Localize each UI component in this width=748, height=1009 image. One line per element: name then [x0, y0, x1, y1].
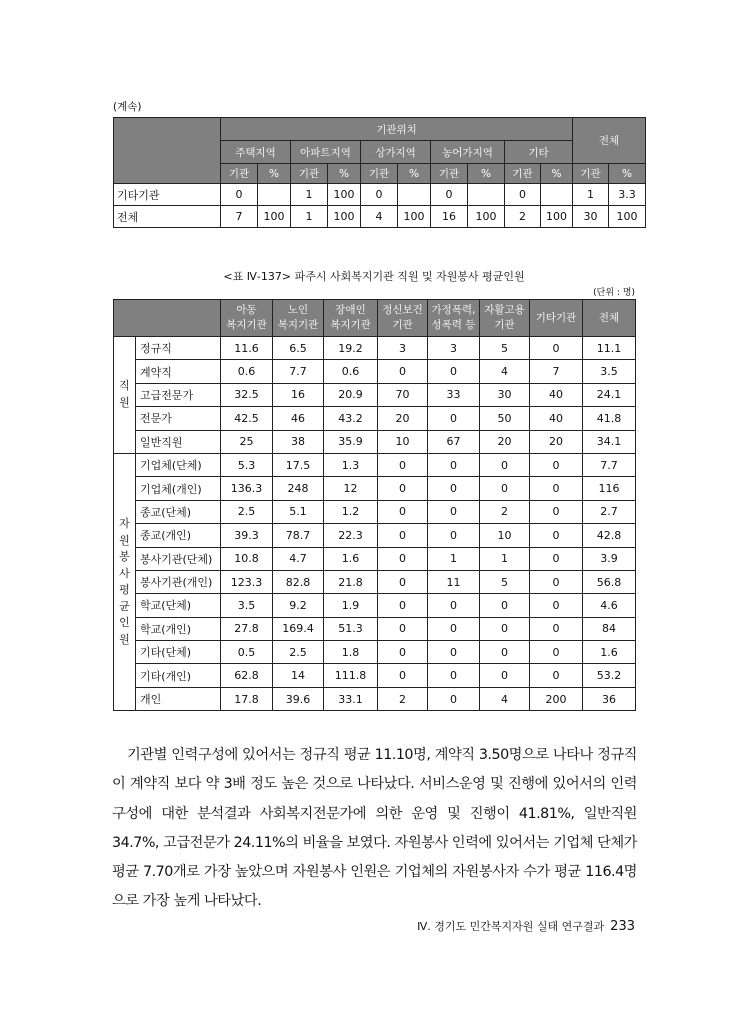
- table-cell: 42.8: [583, 524, 636, 547]
- table-cell: 0: [530, 617, 583, 640]
- table-cell: 24.1: [583, 383, 636, 406]
- table-cell: 17.5: [273, 453, 324, 476]
- table-cell: 0.6: [324, 360, 378, 383]
- table-cell: 1: [480, 547, 530, 570]
- table-cell: 0: [378, 524, 428, 547]
- table-cell: 11.6: [221, 337, 273, 360]
- row-label: 학교(개인): [136, 617, 221, 640]
- row-label: 기업체(개인): [136, 477, 221, 500]
- table-cell: 1.9: [324, 594, 378, 617]
- table-cell: 0: [530, 664, 583, 687]
- table-cell: 14: [273, 664, 324, 687]
- table-cell: 0: [378, 547, 428, 570]
- table-cell: 0: [378, 500, 428, 523]
- table-cell: 1: [573, 184, 609, 206]
- header-sub: %: [609, 164, 646, 184]
- table-row: [114, 687, 636, 710]
- table-cell: 0: [428, 594, 480, 617]
- table-cell: 100: [258, 206, 291, 228]
- row-label: 기업체(단체): [136, 453, 221, 476]
- table-cell: 0: [530, 337, 583, 360]
- table-cell: 0: [480, 641, 530, 664]
- table-cell: 0: [378, 360, 428, 383]
- column-header: 장애인 복지기관: [324, 300, 378, 337]
- table-cell: 11: [428, 570, 480, 593]
- header-sub: 기관: [431, 164, 468, 184]
- table-cell: 82.8: [273, 570, 324, 593]
- body-paragraph: 기관별 인력구성에 있어서는 정규직 평균 11.10명, 계약직 3.50명으로 나타나 정규직이 계약직 보다 약 3배 정도 높은 것으로 나타났다. 서비스운영 및 진행에 있어서의 인력구성에 대한 분석결과 사회복지전문가에 의한 운영 및 진행이 41.81%, 일반직원 34.7%, 고급전문가 24.11%의 비율을 보였다. 자원봉사 인력에 있어서는 기업체 단체가 평균 7.70개로 가장 높았으며 자원봉사 인원은 기업체의 자원봉사자 수가 평균 116.4명으로 가장 높게 나타났다.: [112, 747, 637, 910]
- table-cell: 30: [573, 206, 609, 228]
- unit-label: (단위 : 명): [593, 288, 635, 298]
- table-cell: 20: [378, 407, 428, 430]
- table-cell: 0: [428, 687, 480, 710]
- row-label: 개인: [136, 687, 221, 710]
- table-cell: 56.8: [583, 570, 636, 593]
- continued-label: (계속): [113, 101, 142, 113]
- table-cell: 111.8: [324, 664, 378, 687]
- table-cell: 100: [609, 206, 646, 228]
- table-cell: 0: [428, 407, 480, 430]
- table-row: [114, 453, 636, 476]
- header-sub: 기관: [361, 164, 398, 184]
- table-cell: 6.5: [273, 337, 324, 360]
- row-label: 일반직원: [136, 430, 221, 453]
- table-row: [114, 477, 636, 500]
- table-cell: 0: [431, 184, 468, 206]
- table-cell: 1: [291, 184, 328, 206]
- table-cell: 0: [530, 641, 583, 664]
- table-cell: 10: [378, 430, 428, 453]
- table-cell: 0: [378, 594, 428, 617]
- table-cell: 25: [221, 430, 273, 453]
- location-table: [113, 117, 646, 228]
- row-label: 봉사기관(개인): [136, 570, 221, 593]
- table-cell: 100: [398, 206, 431, 228]
- table-cell: 16: [273, 383, 324, 406]
- table-cell: 50: [480, 407, 530, 430]
- table-row: [114, 360, 636, 383]
- table-cell: 4: [480, 360, 530, 383]
- table-cell: 0: [428, 477, 480, 500]
- table-cell: 16: [431, 206, 468, 228]
- table-cell: 21.8: [324, 570, 378, 593]
- table-row: [114, 641, 636, 664]
- table-cell: 36: [583, 687, 636, 710]
- table-cell: 0: [221, 184, 258, 206]
- table-row: [114, 184, 646, 206]
- table-cell: 67: [428, 430, 480, 453]
- table-cell: 1: [428, 547, 480, 570]
- header-location-group: 아파트지역: [291, 141, 361, 164]
- table-cell: 32.5: [221, 383, 273, 406]
- table-cell: 0: [361, 184, 398, 206]
- table-cell: 0: [530, 547, 583, 570]
- header-sub: 기관: [221, 164, 258, 184]
- table-cell: 38: [273, 430, 324, 453]
- table-cell: 51.3: [324, 617, 378, 640]
- staff-volunteer-table: [113, 299, 636, 711]
- table-cell: 12: [324, 477, 378, 500]
- table-row: [114, 664, 636, 687]
- table-cell: 2: [505, 206, 541, 228]
- table-cell: 20.9: [324, 383, 378, 406]
- table-cell: 0.5: [221, 641, 273, 664]
- table-row: [114, 500, 636, 523]
- header-sub: 기관: [505, 164, 541, 184]
- table-cell: 0: [428, 360, 480, 383]
- table-cell: 1.6: [324, 547, 378, 570]
- table-header-corner: [114, 118, 221, 184]
- table-cell: 1.2: [324, 500, 378, 523]
- table-cell: 3.5: [583, 360, 636, 383]
- table-cell: 100: [541, 206, 573, 228]
- table-row: [114, 524, 636, 547]
- table-cell: 3.5: [221, 594, 273, 617]
- table-cell: 0: [378, 617, 428, 640]
- header-sub: 기관: [573, 164, 609, 184]
- table-cell: 62.8: [221, 664, 273, 687]
- table-cell: 1: [291, 206, 328, 228]
- table-cell: 1.8: [324, 641, 378, 664]
- table-row: [114, 547, 636, 570]
- table-cell: 248: [273, 477, 324, 500]
- header-sub: 기관: [291, 164, 328, 184]
- table-cell: 0: [428, 453, 480, 476]
- table-row: [114, 407, 636, 430]
- row-label: 기타(개인): [136, 664, 221, 687]
- table-cell: 4.7: [273, 547, 324, 570]
- table-cell: 4: [361, 206, 398, 228]
- table-cell: 0: [530, 570, 583, 593]
- table-cell: 1.6: [583, 641, 636, 664]
- table-cell: 2.5: [273, 641, 324, 664]
- table-cell: 7: [221, 206, 258, 228]
- table-cell: 2: [378, 687, 428, 710]
- table-cell: 0: [378, 477, 428, 500]
- header-sub: %: [398, 164, 431, 184]
- table-cell: 0: [480, 594, 530, 617]
- table-cell: 7.7: [583, 453, 636, 476]
- column-header: 아동 복지기관: [221, 300, 273, 337]
- table-cell: 0: [378, 453, 428, 476]
- footer-chapter: Ⅳ. 경기도 민간복지자원 실태 연구결과: [417, 920, 605, 933]
- table-cell: 100: [328, 206, 361, 228]
- group-label: 직 원: [114, 337, 136, 454]
- table-cell: 78.7: [273, 524, 324, 547]
- column-header: 자활고용 기관: [480, 300, 530, 337]
- table-cell: 33: [428, 383, 480, 406]
- table-cell: 53.2: [583, 664, 636, 687]
- table-cell: 9.2: [273, 594, 324, 617]
- page-number: 233: [610, 919, 635, 934]
- table-cell: 10.8: [221, 547, 273, 570]
- table-cell: 0: [428, 664, 480, 687]
- table-cell: 22.3: [324, 524, 378, 547]
- table-cell: 0: [428, 641, 480, 664]
- table-cell: 0: [530, 453, 583, 476]
- table-cell: 41.8: [583, 407, 636, 430]
- header-location-group: 상가지역: [361, 141, 431, 164]
- table-caption: <표 Ⅳ-137> 파주시 사회복지기관 직원 및 자원봉사 평균인원: [223, 270, 525, 283]
- row-label: 고급전문가: [136, 383, 221, 406]
- column-header: 가정폭력, 성폭력 등: [428, 300, 480, 337]
- table-cell: 0: [428, 500, 480, 523]
- table-row: [114, 383, 636, 406]
- table-row: [114, 617, 636, 640]
- row-label: 학교(단체): [136, 594, 221, 617]
- column-header: 전체: [583, 300, 636, 337]
- row-label: 계약직: [136, 360, 221, 383]
- table-cell: 4.6: [583, 594, 636, 617]
- table-cell: 0: [378, 664, 428, 687]
- table-row: [114, 337, 636, 360]
- table-cell: 4: [480, 687, 530, 710]
- table-cell: 43.2: [324, 407, 378, 430]
- table-cell: 40: [530, 407, 583, 430]
- table-cell: 40: [530, 383, 583, 406]
- row-label: 기타(단체): [136, 641, 221, 664]
- page-footer: [417, 918, 635, 934]
- table-cell: 19.2: [324, 337, 378, 360]
- table-cell: 2.7: [583, 500, 636, 523]
- header-location-group: 주택지역: [221, 141, 291, 164]
- table-cell: 0: [530, 500, 583, 523]
- table-cell: 0: [530, 524, 583, 547]
- table-cell: [398, 184, 431, 206]
- table-cell: 70: [378, 383, 428, 406]
- table-cell: 0: [428, 524, 480, 547]
- table-cell: [258, 184, 291, 206]
- table-cell: 84: [583, 617, 636, 640]
- table-cell: 123.3: [221, 570, 273, 593]
- row-label: 종교(개인): [136, 524, 221, 547]
- row-label: 전체: [114, 206, 221, 228]
- table-cell: 3.3: [609, 184, 646, 206]
- table-cell: 46: [273, 407, 324, 430]
- row-label: 봉사기관(단체): [136, 547, 221, 570]
- table-cell: 1.3: [324, 453, 378, 476]
- table-row: [114, 206, 646, 228]
- table-cell: 169.4: [273, 617, 324, 640]
- group-label: 자 원 봉 사 평 균 인 원: [114, 453, 136, 710]
- row-label: 전문가: [136, 407, 221, 430]
- table-cell: 116: [583, 477, 636, 500]
- table-cell: 3: [428, 337, 480, 360]
- table-cell: 100: [328, 184, 361, 206]
- row-label: 기타기관: [114, 184, 221, 206]
- table-cell: 42.5: [221, 407, 273, 430]
- table-cell: 17.8: [221, 687, 273, 710]
- table-cell: 136.3: [221, 477, 273, 500]
- table-cell: 5.1: [273, 500, 324, 523]
- table-cell: 5.3: [221, 453, 273, 476]
- table-cell: 3: [378, 337, 428, 360]
- table-cell: 0.6: [221, 360, 273, 383]
- table-row: [114, 570, 636, 593]
- header-total: 전체: [573, 118, 646, 164]
- table-cell: 0: [480, 477, 530, 500]
- header-location-group: 농어가지역: [431, 141, 505, 164]
- header-sub: %: [541, 164, 573, 184]
- table-header-corner: [114, 300, 221, 337]
- table-cell: 11.1: [583, 337, 636, 360]
- table-cell: 2: [480, 500, 530, 523]
- table-cell: 30: [480, 383, 530, 406]
- header-sub: %: [468, 164, 505, 184]
- table-cell: [541, 184, 573, 206]
- table-cell: 10: [480, 524, 530, 547]
- table-cell: 2.5: [221, 500, 273, 523]
- table-cell: 0: [505, 184, 541, 206]
- table-cell: 20: [480, 430, 530, 453]
- row-label: 정규직: [136, 337, 221, 360]
- column-header: 노인 복지기관: [273, 300, 324, 337]
- table-cell: 0: [378, 641, 428, 664]
- table-cell: 0: [530, 594, 583, 617]
- column-header: 기타기관: [530, 300, 583, 337]
- table-cell: 100: [468, 206, 505, 228]
- header-location: 기관위치: [221, 118, 573, 141]
- table-cell: 33.1: [324, 687, 378, 710]
- table-cell: 0: [530, 477, 583, 500]
- table-cell: 200: [530, 687, 583, 710]
- table-cell: 0: [378, 570, 428, 593]
- table-cell: 0: [480, 617, 530, 640]
- table-cell: 39.3: [221, 524, 273, 547]
- table-cell: 27.8: [221, 617, 273, 640]
- table-cell: 7.7: [273, 360, 324, 383]
- table-row: [114, 430, 636, 453]
- table-cell: 0: [480, 453, 530, 476]
- table-cell: 0: [480, 664, 530, 687]
- table-cell: 7: [530, 360, 583, 383]
- table-cell: 5: [480, 570, 530, 593]
- row-label: 종교(단체): [136, 500, 221, 523]
- header-sub: %: [258, 164, 291, 184]
- table-cell: 3.9: [583, 547, 636, 570]
- table-cell: 20: [530, 430, 583, 453]
- table-cell: 39.6: [273, 687, 324, 710]
- table-row: [114, 594, 636, 617]
- table-cell: 0: [428, 617, 480, 640]
- table-cell: 5: [480, 337, 530, 360]
- table-cell: 34.1: [583, 430, 636, 453]
- table-cell: 35.9: [324, 430, 378, 453]
- header-sub: %: [328, 164, 361, 184]
- column-header: 정신보건 기관: [378, 300, 428, 337]
- table-cell: [468, 184, 505, 206]
- header-location-group: 기타: [505, 141, 573, 164]
